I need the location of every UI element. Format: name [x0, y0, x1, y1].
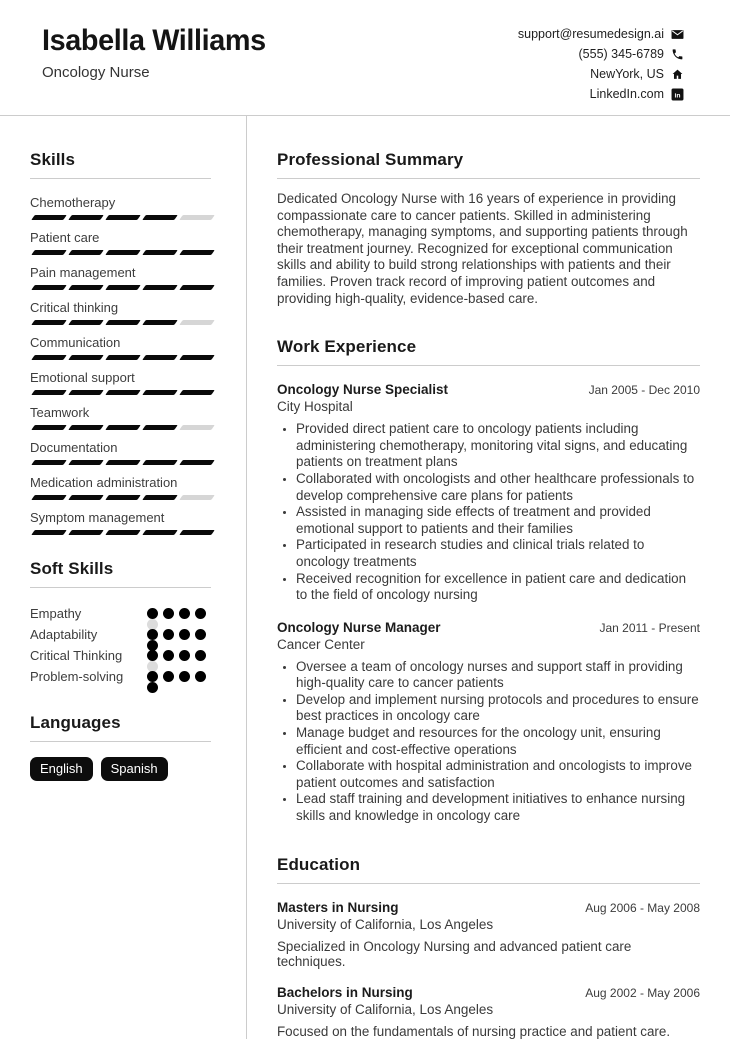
job-header [277, 620, 700, 635]
skill-level-bar [30, 425, 211, 430]
summary-section [277, 150, 700, 307]
degree-entry [277, 985, 700, 1039]
degree-school: University of California, Los Angeles [277, 916, 494, 932]
rating-dot [163, 608, 174, 619]
skill-item [30, 510, 211, 535]
soft-skill-name: Empathy [30, 606, 82, 621]
skill-name: Symptom management [30, 510, 165, 525]
section-divider [277, 365, 700, 366]
contact-text: NewYork, US [590, 67, 664, 81]
skill-item [30, 300, 211, 325]
level-segment [179, 460, 215, 465]
header-identity [42, 24, 275, 81]
level-segment [105, 530, 141, 535]
level-segment [179, 530, 215, 535]
level-segment [68, 530, 104, 535]
section-divider [277, 178, 700, 179]
contact-text: (555) 345-6789 [578, 47, 664, 61]
level-segment [179, 390, 215, 395]
person-name: Isabella Williams [42, 24, 266, 57]
job-entry [277, 382, 700, 604]
skill-item [30, 405, 211, 430]
level-segment [105, 460, 141, 465]
degree-title: Masters in Nursing [277, 899, 399, 915]
section-divider [30, 178, 211, 179]
level-segment [105, 425, 141, 430]
level-segment [105, 390, 141, 395]
skills-heading: Skills [30, 150, 76, 169]
job-bullet-list [277, 421, 700, 604]
email-icon [671, 28, 684, 41]
soft-skill-dots [147, 671, 211, 682]
section-divider [30, 741, 211, 742]
level-segment [68, 250, 104, 255]
soft-skill-dots [147, 629, 211, 640]
job-bullet: • Provided direct patient care to oncology patients including administering chemotherapy, monitoring vital signs, and educating patients on treatment plans [296, 421, 700, 471]
degree-description: Specialized in Oncology Nursing and advanced patient care techniques. [277, 938, 632, 969]
rating-dot [195, 608, 206, 619]
level-segment [142, 460, 178, 465]
level-segment [179, 250, 215, 255]
level-segment [179, 320, 215, 325]
contact-item[interactable] [579, 44, 684, 64]
skill-item [30, 265, 211, 290]
degree-description: Focused on the fundamentals of nursing practice and patient care. [277, 1023, 671, 1039]
rating-dot [179, 650, 190, 661]
soft-skills-list [30, 603, 211, 687]
skill-name: Teamwork [30, 405, 90, 420]
rating-dot [195, 629, 206, 640]
job-dates: Jan 2011 - Present [599, 620, 700, 635]
level-segment [31, 425, 67, 430]
level-segment [31, 215, 67, 220]
language-pill: Spanish [101, 757, 168, 781]
soft-skill-item [30, 624, 211, 645]
skill-item [30, 440, 211, 465]
skill-item [30, 475, 211, 500]
level-segment [142, 215, 178, 220]
skill-item [30, 335, 211, 360]
section-divider [30, 587, 211, 588]
job-dates: Jan 2005 - Dec 2010 [588, 383, 700, 398]
level-segment [142, 495, 178, 500]
languages-heading: Languages [30, 713, 121, 732]
level-segment [179, 215, 215, 220]
skill-name: Chemotherapy [30, 195, 116, 210]
level-segment [31, 250, 67, 255]
job-company: Cancer Center [277, 636, 365, 652]
skill-level-bar [30, 320, 211, 325]
skill-level-bar [30, 390, 211, 395]
job-company: City Hospital [277, 399, 353, 415]
skill-name: Communication [30, 335, 121, 350]
level-segment [142, 320, 178, 325]
level-segment [68, 285, 104, 290]
skill-level-bar [30, 495, 211, 500]
level-segment [142, 285, 178, 290]
level-segment [68, 460, 104, 465]
job-bullet: • Collaborate with hospital administration and oncologists to improve patient outcomes and satisfaction [296, 758, 700, 791]
phone-icon [671, 48, 684, 61]
level-segment [179, 285, 215, 290]
job-title: Oncology Nurse Specialist [277, 382, 449, 398]
degree-list [277, 900, 700, 1039]
skill-name: Patient care [30, 230, 100, 245]
level-segment [68, 495, 104, 500]
rating-dot [195, 650, 206, 661]
level-segment [142, 425, 178, 430]
job-bullet: • Received recognition for excellence in patient care and dedication to the field of oncology nursing [296, 571, 700, 604]
level-segment [105, 320, 141, 325]
soft-skills-section [30, 559, 211, 687]
soft-skills-heading: Soft Skills [30, 559, 114, 578]
soft-skill-name: Critical Thinking [30, 648, 123, 663]
languages-section [30, 713, 211, 781]
main-content [247, 116, 730, 1039]
contact-text: LinkedIn.com [589, 87, 664, 101]
resume-header [0, 0, 730, 116]
level-segment [179, 425, 215, 430]
skill-level-bar [30, 250, 211, 255]
skill-level-bar [30, 530, 211, 535]
job-entry [277, 620, 700, 825]
level-segment [142, 355, 178, 360]
rating-dot [179, 629, 190, 640]
skill-name: Documentation [30, 440, 118, 455]
soft-skill-item [30, 645, 211, 666]
contact-item[interactable] [518, 24, 684, 44]
person-job-title: Oncology Nurse [42, 63, 150, 81]
rating-dot [179, 608, 190, 619]
level-segment [31, 390, 67, 395]
skill-item [30, 195, 211, 220]
contact-list [518, 24, 684, 104]
level-segment [105, 215, 141, 220]
skill-name: Medication administration [30, 475, 178, 490]
level-segment [142, 390, 178, 395]
rating-dot [195, 671, 206, 682]
summary-heading: Professional Summary [277, 150, 464, 169]
level-segment [105, 355, 141, 360]
level-segment [68, 355, 104, 360]
job-title: Oncology Nurse Manager [277, 619, 441, 635]
skill-level-bar [30, 460, 211, 465]
degree-header [277, 900, 700, 915]
level-segment [142, 530, 178, 535]
skill-name: Pain management [30, 265, 136, 280]
rating-dot [147, 608, 158, 619]
level-segment [105, 285, 141, 290]
level-segment [31, 285, 67, 290]
skill-level-bar [30, 285, 211, 290]
job-bullet: • Lead staff training and development initiatives to enhance nursing skills and knowledge in oncology care [296, 791, 700, 824]
job-bullet: • Develop and implement nursing protocols and procedures to ensure best practices in oncology care [296, 692, 700, 725]
skill-level-bar [30, 215, 211, 220]
job-header [277, 382, 700, 397]
degree-school: University of California, Los Angeles [277, 1001, 494, 1017]
contact-text: support@resumedesign.ai [517, 27, 664, 41]
rating-dot [147, 629, 158, 640]
rating-dot [147, 650, 158, 661]
soft-skill-name: Adaptability [30, 627, 98, 642]
level-segment [142, 250, 178, 255]
home-icon [671, 68, 684, 81]
skills-list [30, 195, 211, 535]
rating-dot [163, 671, 174, 682]
language-list [30, 757, 211, 781]
language-pill: English [30, 757, 93, 781]
contact-item[interactable] [590, 84, 684, 104]
resume-body [0, 116, 730, 1039]
level-segment [68, 425, 104, 430]
rating-dot [179, 671, 190, 682]
experience-section [277, 337, 700, 824]
job-bullet: • Assisted in managing side effects of treatment and provided emotional support to patients and their families [296, 504, 700, 537]
skill-name: Emotional support [30, 370, 135, 385]
soft-skill-dots [147, 650, 211, 661]
soft-skill-item [30, 666, 211, 687]
skill-level-bar [30, 355, 211, 360]
soft-skill-item [30, 603, 211, 624]
level-segment [105, 250, 141, 255]
degree-entry [277, 900, 700, 969]
job-bullet-list [277, 659, 700, 825]
rating-dot [163, 629, 174, 640]
level-segment [68, 320, 104, 325]
education-heading: Education [277, 854, 361, 874]
level-segment [31, 495, 67, 500]
job-bullet: • Collaborated with oncologists and other healthcare professionals to develop comprehensive care plans for patients [296, 471, 700, 504]
soft-skill-dots [147, 608, 211, 619]
linkedin-icon [671, 88, 684, 101]
level-segment [31, 460, 67, 465]
degree-header [277, 985, 700, 1000]
level-segment [68, 390, 104, 395]
degree-title: Bachelors in Nursing [277, 984, 413, 1000]
skill-name: Critical thinking [30, 300, 119, 315]
level-segment [31, 320, 67, 325]
job-bullet: • Participated in research studies and clinical trials related to oncology treatments [296, 537, 700, 570]
degree-dates: Aug 2002 - May 2006 [585, 985, 700, 1000]
sidebar [0, 116, 247, 1039]
level-segment [179, 355, 215, 360]
job-list [277, 382, 700, 824]
level-segment [31, 530, 67, 535]
rating-dot [163, 650, 174, 661]
experience-heading: Work Experience [277, 337, 417, 357]
degree-dates: Aug 2006 - May 2008 [585, 900, 700, 915]
level-segment [105, 495, 141, 500]
soft-skill-name: Problem-solving [30, 669, 124, 684]
skill-item [30, 230, 211, 255]
level-segment [31, 355, 67, 360]
summary-text: Dedicated Oncology Nurse with 16 years of experience in providing compassionate care to cancer patients. Skilled in administering chemotherapy, managing symptoms, and supporting patients through their treatment journey. Recognized for exceptional communication skills and ability to build strong relationships with patients and their families. Proven track record of improving patient outcomes and providing high-quality, evidence-based care. [277, 191, 688, 306]
svg-text:in: in [674, 91, 681, 99]
level-segment [179, 495, 215, 500]
education-section [277, 855, 700, 1039]
level-segment [68, 215, 104, 220]
contact-item[interactable] [590, 64, 684, 84]
job-bullet: • Oversee a team of oncology nurses and support staff in providing high-quality care to cancer patients [296, 659, 700, 692]
section-divider [277, 883, 700, 884]
rating-dot [147, 682, 158, 693]
job-bullet: • Manage budget and resources for the oncology unit, ensuring efficient and cost-effective operations [296, 725, 700, 758]
rating-dot [147, 671, 158, 682]
skills-section [30, 150, 211, 535]
skill-item [30, 370, 211, 395]
